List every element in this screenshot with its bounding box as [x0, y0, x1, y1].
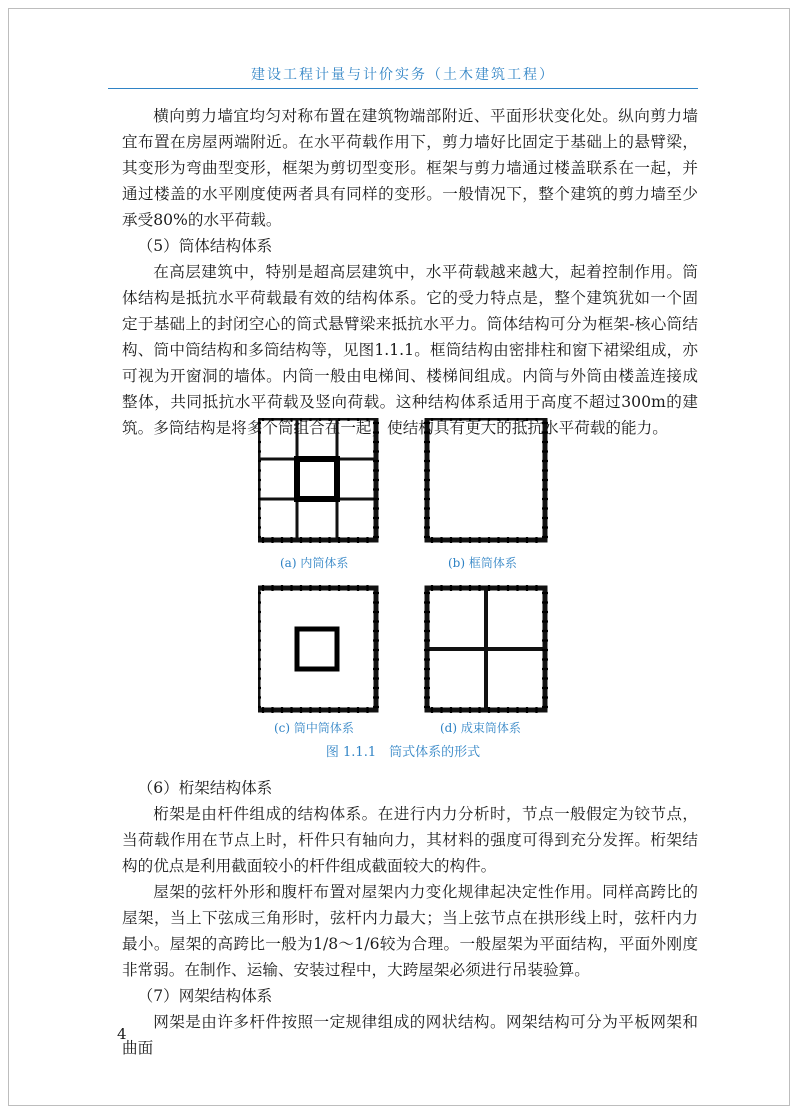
text-block-bottom — [122, 775, 698, 1061]
section-heading: （7）网架结构体系 — [137, 987, 273, 1005]
running-header: 建设工程计量与计价实务（土木建筑工程） — [251, 67, 555, 83]
paragraph: 桁架是由杆件组成的结构体系。在进行内力分析时，节点一般假定为铰节点，当荷载作用在节点上时，杆件只有轴向力，其材料的强度可得到充分发挥。桁架结构的优点是利用截面较小的杆件组成截面较大的构件。 — [122, 805, 698, 875]
panel-c-label: (c) 筒中筒体系 — [274, 721, 354, 735]
text-block-top — [122, 103, 698, 441]
panel-d-drawing — [427, 588, 545, 710]
paragraph: 网架是由许多杆件按照一定规律组成的网状结构。网架结构可分为平板网架和曲面 — [122, 1013, 698, 1057]
panel-d-label: (d) 成束筒体系 — [440, 721, 521, 735]
section-heading: （5）筒体结构体系 — [137, 237, 273, 255]
panel-b-label: (b) 框筒体系 — [448, 556, 517, 570]
panel-a-drawing — [258, 418, 376, 540]
figure-caption: 图 1.1.1 筒式体系的形式 — [325, 745, 481, 760]
paragraph: 屋架的弦杆外形和腹杆布置对屋架内力变化规律起决定性作用。同样高跨比的屋架，当上下弦成三角形时，弦杆内力最大；当上弦节点在拱形线上时，弦杆内力最小。屋架的高跨比一般为1/8～1/6较为合理。一般屋架为平面结构，平面外刚度非常弱。在制作、运输、安装过程中，大跨屋架必须进行吊装验算。 — [122, 883, 698, 979]
panel-a-label: (a) 内筒体系 — [280, 556, 349, 570]
header-rule — [108, 88, 698, 89]
panel-b-drawing — [427, 418, 545, 540]
panel-c-drawing — [258, 588, 376, 710]
page-number: 4 — [117, 1025, 127, 1043]
figure-tube-systems — [258, 418, 548, 766]
section-heading: （6）桁架结构体系 — [137, 779, 273, 797]
paragraph: 在高层建筑中，特别是超高层建筑中，水平荷载越来越大，起着控制作用。筒体结构是抵抗水平荷载最有效的结构体系。它的受力特点是，整个建筑犹如一个固定于基础上的封闭空心的筒式悬臂梁来抵抗水平力。筒体结构可分为框架-核心筒结构、筒中筒结构和多筒结构等，见图1.1.1。框筒结构由密排柱和窗下裙梁组成，亦可视为开窗洞的墙体。内筒一般由电梯间、楼梯间组成。内筒与外筒由楼盖连接成整体，共同抵抗水平荷载及竖向荷载。这种结构体系适用于高度不超过300m的建筑。多筒结构是将多个筒组合在一起，使结构具有更大的抵抗水平荷载的能力。 — [122, 263, 698, 437]
paragraph: 横向剪力墙宜均匀对称布置在建筑物端部附近、平面形状变化处。纵向剪力墙宜布置在房屋两端附近。在水平荷载作用下，剪力墙好比固定于基础上的悬臂梁，其变形为弯曲型变形，框架为剪切型变形。框架与剪力墙通过楼盖联系在一起，并通过楼盖的水平刚度使两者具有同样的变形。一般情况下，整个建筑的剪力墙至少承受80%的水平荷载。 — [122, 107, 698, 229]
figure-drawing — [258, 418, 548, 766]
